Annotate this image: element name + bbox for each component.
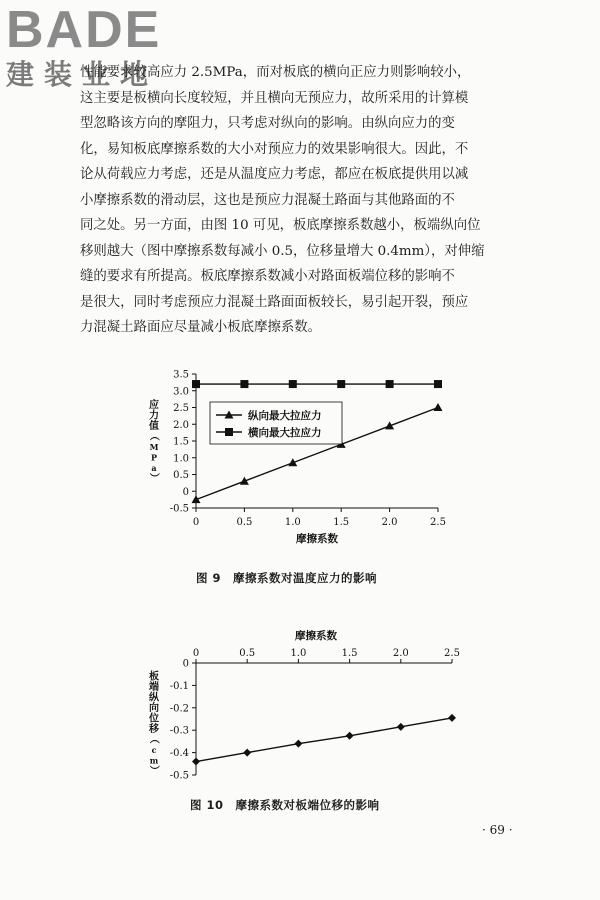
y-axis-title-char: ） <box>148 472 159 483</box>
y-axis-title-char: （ <box>148 430 159 441</box>
legend-label: 横向最大拉应力 <box>248 427 322 439</box>
page-number: · 69 · <box>482 823 513 837</box>
x-tick-label: 2.5 <box>430 517 446 528</box>
x-tick-label: 1.5 <box>341 648 358 659</box>
y-tick-label: 0 <box>182 486 189 498</box>
data-point-2 <box>240 380 248 388</box>
y-tick-label: -0.2 <box>169 703 189 715</box>
x-tick-label: 1.0 <box>290 648 307 659</box>
y-tick-label: 2.0 <box>173 419 189 431</box>
y-tick-label: -0.3 <box>169 725 189 737</box>
figure-9-caption: 图 9 摩擦系数对温度应力的影响 <box>196 571 378 585</box>
y-axis-title-char: 位 <box>149 713 159 725</box>
figure-10-chart <box>140 625 470 785</box>
y-tick-label: 2.5 <box>173 403 189 414</box>
y-tick-label: 0 <box>182 658 189 670</box>
y-tick-label: 0.5 <box>173 470 189 481</box>
body-paragraph <box>80 60 532 341</box>
figure-10-caption: 图 10 摩擦系数对板端位移的影响 <box>190 798 380 812</box>
data-point-2 <box>337 380 345 388</box>
y-axis-title-char: 移 <box>149 723 159 735</box>
data-point-1 <box>397 723 405 731</box>
y-axis-title-char: 力 <box>149 410 159 422</box>
y-axis-title-char: P <box>150 452 158 463</box>
x-axis-title: 摩擦系数 <box>296 533 338 545</box>
paragraph-line: 移则越大（图中摩擦系数每减小 0.5，位移量增大 0.4mm），对伸缩 <box>80 243 485 259</box>
watermark-brand: BADE <box>6 1 162 59</box>
legend-marker <box>225 428 233 436</box>
y-axis-title <box>148 669 161 775</box>
paragraph-line: 论从荷载应力考虑，还是从温度应力考虑，都应在板底提供用以减 <box>80 167 469 182</box>
paragraph-line: 性能要求较高应力 2.5MPa，而对板底的横向正应力则影响较小， <box>80 65 471 80</box>
x-tick-label: 0 <box>192 517 200 528</box>
y-axis-title-char: 值 <box>149 420 159 432</box>
x-tick-label: 2.0 <box>381 517 398 528</box>
data-point-1 <box>243 749 251 757</box>
y-axis-title-char: a <box>151 462 157 473</box>
y-axis-title-char: 纵 <box>149 692 159 704</box>
y-axis-title-char: c <box>151 744 157 755</box>
y-axis-title <box>148 398 161 483</box>
x-tick-label: 2.5 <box>444 648 460 659</box>
x-tick-label: 1.0 <box>284 517 301 528</box>
paragraph-line: 型忽略该方向的摩阻力，只考虑对纵向的影响。由纵向应力的变 <box>80 116 455 131</box>
x-axis-title: 摩擦系数 <box>295 630 337 642</box>
x-tick-label: 0.5 <box>236 517 253 528</box>
data-point-2 <box>386 380 394 388</box>
data-point-2 <box>434 380 442 388</box>
y-tick-label: 3.0 <box>173 386 189 398</box>
paragraph-line: 化，易知板底摩擦系数的大小对预应力的效果影响很大。因此，不 <box>80 141 469 157</box>
data-point-1 <box>448 714 456 722</box>
data-point-2 <box>192 380 200 388</box>
y-axis-title-char: M <box>149 441 159 452</box>
y-axis-title-char: ） <box>148 765 159 776</box>
x-tick-label: 2.0 <box>392 648 409 659</box>
paragraph-line: 力混凝土路面应尽量减小板底摩擦系数。 <box>80 320 322 335</box>
watermark-brand-sub: 建装业地 <box>6 58 159 91</box>
paragraph-line: 同之处。另一方面，由图 10 可见，板底摩擦系数越小，板端纵向位 <box>80 218 481 233</box>
paragraph-line: 这主要是板横向长度较短，并且横向无预应力，故所采用的计算模 <box>80 90 469 106</box>
y-axis-title-char: 应 <box>149 399 159 411</box>
data-point-1 <box>434 403 443 411</box>
x-tick-label: 1.5 <box>333 517 350 528</box>
y-tick-label: -0.5 <box>169 503 189 515</box>
y-tick-label: -0.1 <box>169 680 189 692</box>
y-axis-title-char: 向 <box>149 702 159 714</box>
data-point-1 <box>192 758 200 766</box>
y-axis-title-char: 板 <box>149 671 159 683</box>
y-axis-title-char: 端 <box>149 681 159 693</box>
x-tick-label: 0.5 <box>239 648 256 659</box>
x-tick-label: 0 <box>192 648 200 659</box>
data-point-1 <box>346 732 354 740</box>
y-axis-title-char: （ <box>148 733 159 744</box>
paragraph-line: 小摩擦系数的滑动层，这也是预应力混凝土路面与其他路面的不 <box>80 192 455 208</box>
data-point-1 <box>294 740 302 748</box>
y-tick-label: 1.0 <box>173 453 189 465</box>
paragraph-line: 缝的要求有所提高。板底摩擦系数减小对路面板端位移的影响不 <box>80 269 455 284</box>
y-tick-label: -0.4 <box>169 748 189 760</box>
legend-label: 纵向最大拉应力 <box>248 410 322 422</box>
paragraph-line: 是很大，同时考虑预应力混凝土路面面板较长，易引起开裂，预应 <box>80 294 469 310</box>
figure-9-chart <box>140 362 470 562</box>
y-tick-label: 3.5 <box>173 369 189 381</box>
y-axis-title-char: m <box>149 755 159 766</box>
y-tick-label: -0.5 <box>169 770 189 782</box>
series-line-1 <box>196 718 452 762</box>
data-point-2 <box>289 380 297 388</box>
y-tick-label: 1.5 <box>173 436 189 448</box>
